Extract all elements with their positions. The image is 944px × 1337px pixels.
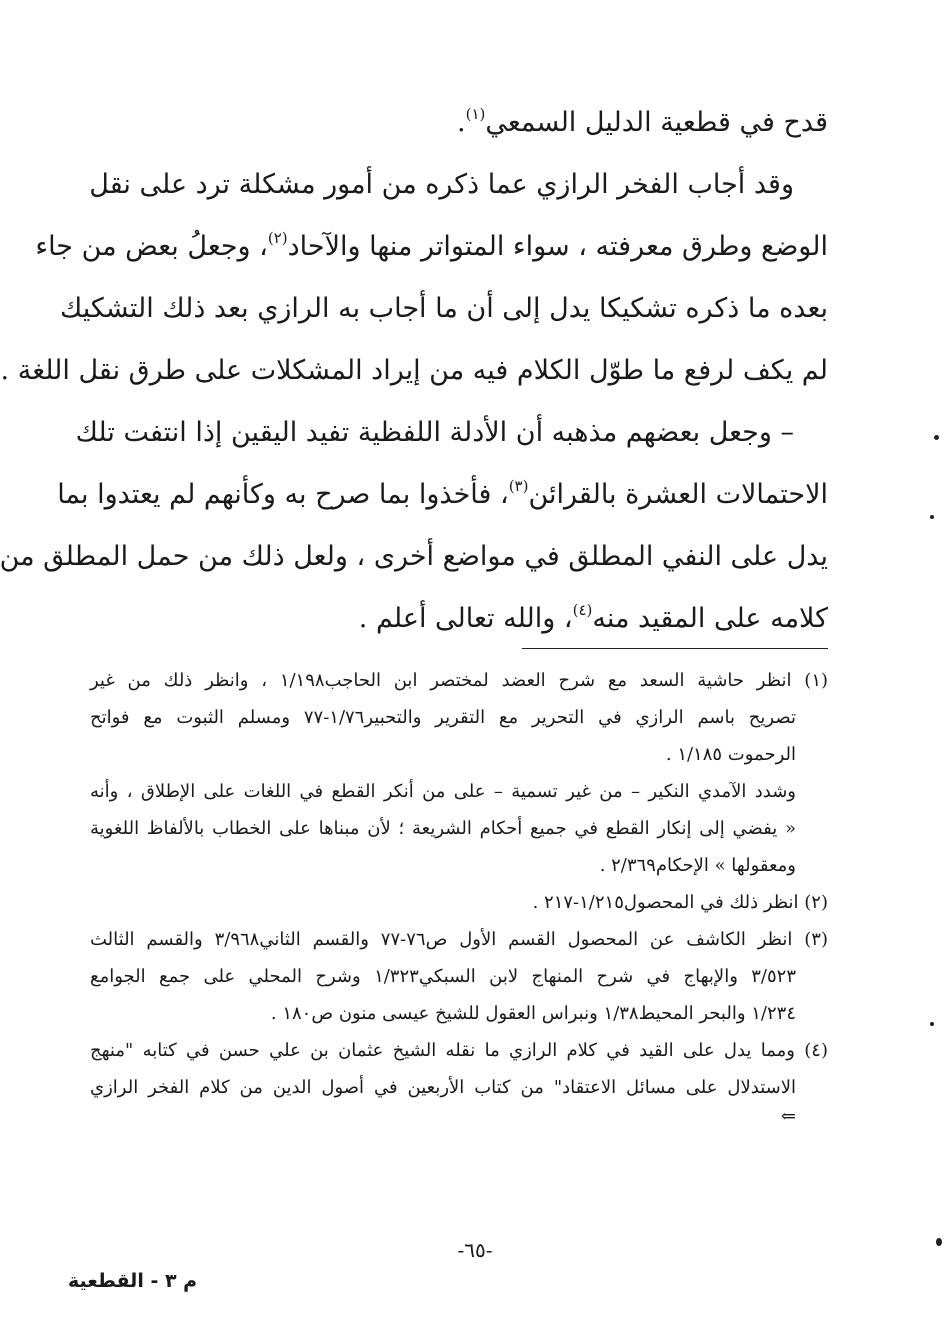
text-line-body: – وجعل بعضهم مذهبه أن الأدلة اللفظية تفيد اليقين إذا انتفت تلك — [75, 417, 794, 448]
footnote-reference: (٣) — [508, 477, 529, 495]
footnote-line: ⇐ — [780, 1106, 796, 1127]
footnote-line: (٤) ومما يدل على القيد في كلام الرازي ما نقله الشيخ عثمان بن علي حسن في كتابه "منهج — [90, 1040, 828, 1061]
footnote-line: وشدد الآمدي النكير – من غير تسمية – على من أنكر القطع في اللغات على الإطلاق ، وأنه — [90, 781, 796, 802]
text-line — [90, 154, 828, 216]
footnote-line: (٣) انظر الكاشف عن المحصول القسم الأول ص٧٦-٧٧ والقسم الثاني٣/٩٦٨ والقسم الثالث — [90, 929, 828, 950]
text-line-body: بعده ما ذكره تشكيكا يدل إلى أن ما أجاب به الرازي بعد ذلك التشكيك — [59, 293, 828, 324]
footnote-separator — [522, 648, 828, 649]
page-number: -٦٥- — [457, 1238, 493, 1262]
footnotes — [90, 662, 828, 1128]
footnote-line: ١/٢٣٤ والبحر المحيط١/٣٨ ونبراس العقول للشيخ عيسى منون ص١٨٠ . — [270, 1003, 796, 1024]
footnote-line: الاستدلال على مسائل الاعتقاد" من كتاب الأربعين في أصول الدين من كلام الفخر الرازي — [90, 1077, 796, 1098]
footnote-line: ٣/٥٢٣ والإبهاج في شرح المنهاج لابن السبكي١/٣٢٣ وشرح المحلي على جمع الجوامع — [90, 966, 796, 987]
footnote-reference: (٤) — [572, 601, 593, 619]
text-line — [35, 216, 828, 278]
text-line-tail: . — [456, 107, 466, 138]
footnote-line: (١) انظر حاشية السعد مع شرح العضد لمختصر ابن الحاجب١/١٩٨ ، وانظر ذلك من غير — [90, 670, 829, 691]
text-line-body: يدل على النفي المطلق في مواضع أخرى ، ولعل ذلك من حمل المطلق من — [0, 541, 828, 572]
text-line — [90, 588, 828, 650]
text-line-tail: ، فأخذوا بما صرح به وكأنهم لم يعتدوا بما — [57, 479, 509, 510]
footnote-reference: (١) — [465, 105, 486, 123]
scan-speck — [930, 515, 934, 519]
text-line — [57, 464, 828, 526]
footnote-line: « يفضي إلى إنكار القطع في جميع أحكام الشريعة ؛ لأن مبناها على الخطاب بالألفاظ اللغوية — [90, 818, 796, 839]
footnote-line: (٢) انظر ذلك في المحصول١/٢١٥-٢١٧ . — [532, 892, 828, 913]
text-line — [59, 278, 828, 340]
scan-speck — [934, 435, 939, 440]
text-line-body: الوضع وطرق معرفته ، سواء المتواتر منها والآحاد — [287, 231, 828, 262]
text-line — [0, 526, 828, 588]
text-line-body: لم يكف لرفع ما طوّل الكلام فيه من إيراد المشكلات على طرق نقل اللغة . — [0, 355, 828, 386]
text-line-body: الاحتمالات العشرة بالقرائن — [528, 479, 828, 510]
main-text — [0, 92, 828, 650]
text-line-body: وقد أجاب الفخر الرازي عما ذكره من أمور مشكلة ترد على نقل — [89, 169, 794, 200]
section-signature: م ٣ - القطعية — [68, 1270, 198, 1292]
text-line — [0, 340, 828, 402]
text-line-body: قدح في قطعية الدليل السمعي — [485, 107, 828, 138]
scan-speck — [936, 1238, 942, 1246]
text-line — [90, 92, 828, 154]
footnote-reference: (٢) — [267, 229, 288, 247]
footnote-line: الرحموت ١/١٨٥ . — [665, 744, 796, 765]
text-line-tail: ، وجعلُ بعض من جاء — [35, 231, 268, 262]
footnote-line: ومعقولها » الإحكام٢/٣٦٩ . — [599, 855, 796, 876]
text-line-tail: ، والله تعالى أعلم . — [358, 603, 573, 634]
footnote-line: تصريح باسم الرازي في التحرير مع التقرير والتحبير١/٧٦-٧٧ ومسلم الثبوت مع فواتح — [90, 707, 796, 728]
text-line-body: كلامه على المقيد منه — [592, 603, 828, 634]
scan-speck — [930, 1022, 934, 1026]
text-line — [75, 402, 828, 464]
